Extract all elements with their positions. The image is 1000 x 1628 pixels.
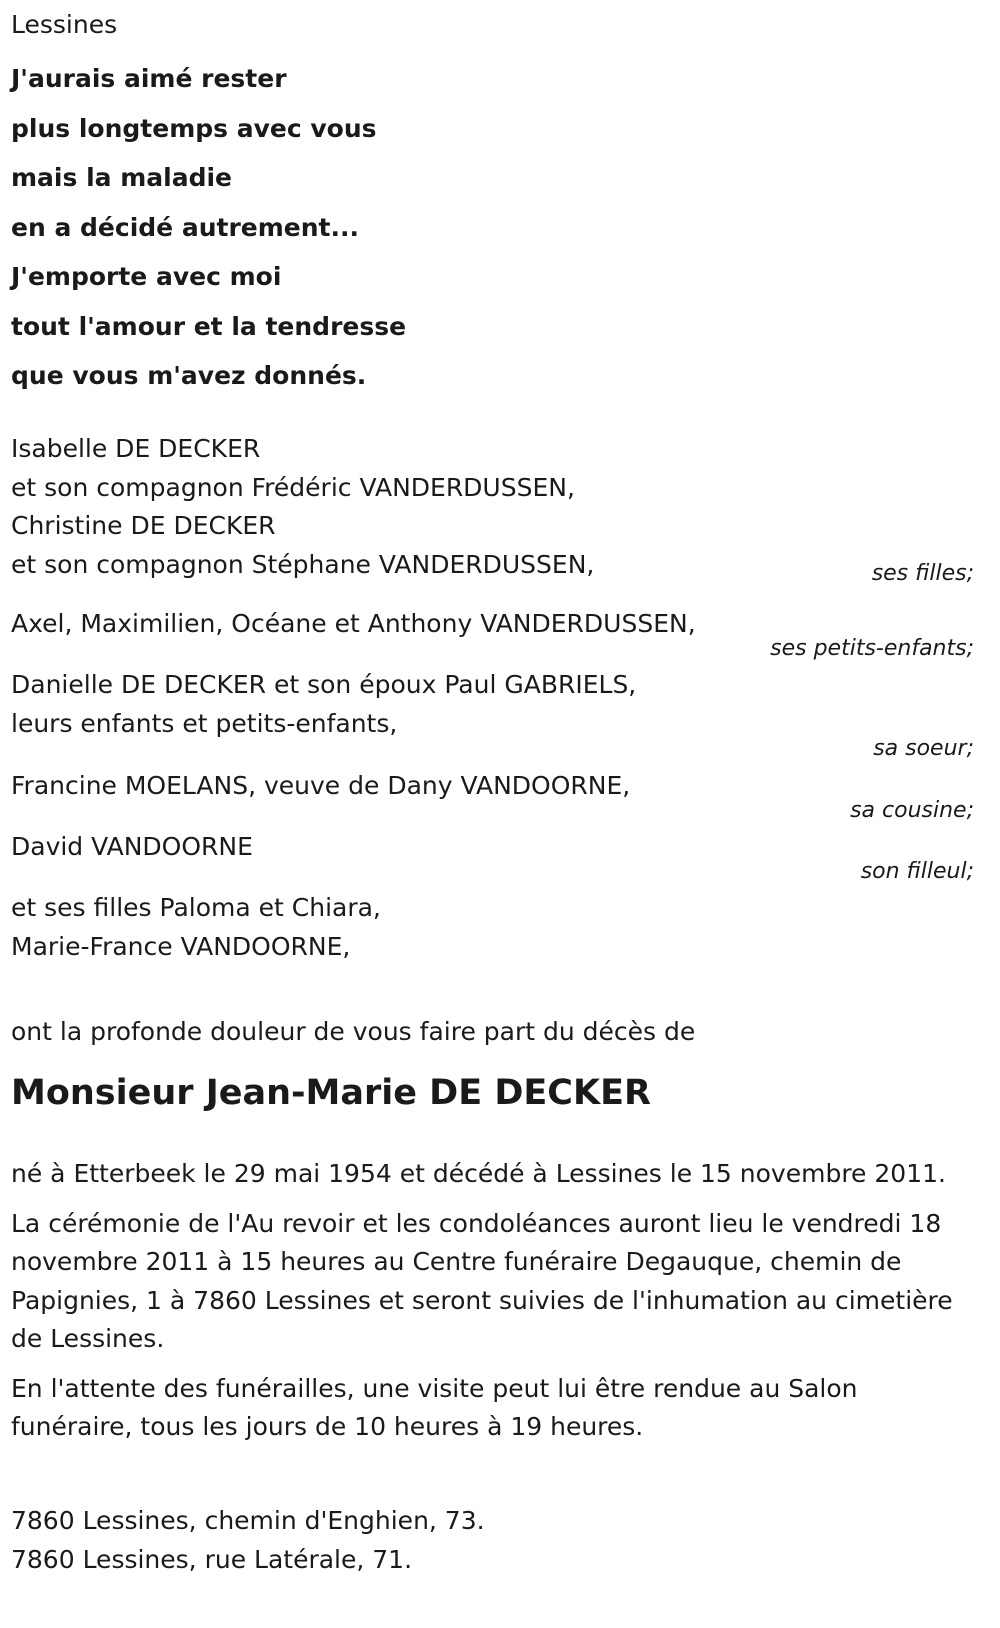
family-line: et son compagnon Frédéric VANDERDUSSEN, [11, 472, 575, 502]
family-group-daughters [11, 430, 991, 593]
birth-death-paragraph: né à Etterbeek le 29 mai 1954 et décédé à Lessines le 15 novembre 2011. [11, 1159, 946, 1188]
obituary-details [11, 1155, 986, 1458]
relation-label: sa soeur; [873, 736, 974, 761]
family-line: Isabelle DE DECKER [11, 434, 261, 463]
relation-label: son filleul; [860, 859, 974, 884]
family-line: Marie-France VANDOORNE, [11, 931, 351, 961]
poem-line: mais la maladie [11, 163, 232, 192]
family-list [11, 430, 991, 966]
poem-line: J'aurais aimé rester [11, 64, 287, 93]
address-line: 7860 Lessines, rue Latérale, 71. [11, 1544, 413, 1574]
poem-line: tout l'amour et la tendresse [11, 311, 407, 341]
deceased-name: Monsieur Jean-Marie DE DECKER [11, 1073, 651, 1113]
family-line: David VANDOORNE [11, 832, 253, 861]
poem-line: que vous m'avez donnés. [11, 361, 367, 390]
relation-label: ses filles; [871, 561, 974, 586]
address-line: 7860 Lessines, chemin d'Enghien, 73. [11, 1506, 485, 1535]
family-line: et son compagnon Stéphane VANDERDUSSEN, [11, 549, 595, 579]
poem-line: en a décidé autrement... [11, 212, 359, 242]
poem [11, 54, 406, 401]
family-line: Christine DE DECKER [11, 511, 276, 540]
visit-paragraph: En l'attente des funérailles, une visite peut lui être rendue au Salon funéraire, tous les jours de 10 heures à 19 heures. [11, 1373, 858, 1441]
addresses [11, 1502, 485, 1579]
family-group-cousin [11, 767, 991, 823]
city-heading: Lessines [11, 10, 118, 39]
family-line: Danielle DE DECKER et son époux Paul GABRIELS, [11, 670, 637, 699]
family-group-sister [11, 666, 991, 761]
ceremony-paragraph: La cérémonie de l'Au revoir et les condoléances auront lieu le vendredi 18 novembre 2011 à 15 heures au Centre funéraire Degauque, chemin de Papignies, 1 à 7860 Lessines et seront suivies de l'inhumation au cimetière de Lessines. [11, 1208, 953, 1353]
family-line: leurs enfants et petits-enfants, [11, 708, 398, 738]
family-line: Axel, Maximilien, Océane et Anthony VANDERDUSSEN, [11, 609, 696, 638]
family-group-grandchildren [11, 605, 991, 661]
family-group-others [11, 889, 991, 966]
relation-label: ses petits-enfants; [770, 636, 974, 661]
poem-line: J'emporte avec moi [11, 262, 282, 291]
family-group-godson [11, 828, 991, 884]
relation-label: sa cousine; [850, 798, 974, 823]
announcement-text: ont la profonde douleur de vous faire part du décès de [11, 1017, 696, 1046]
poem-line: plus longtemps avec vous [11, 113, 377, 143]
family-line: et ses filles Paloma et Chiara, [11, 893, 381, 922]
family-line: Francine MOELANS, veuve de Dany VANDOORNE, [11, 771, 631, 800]
